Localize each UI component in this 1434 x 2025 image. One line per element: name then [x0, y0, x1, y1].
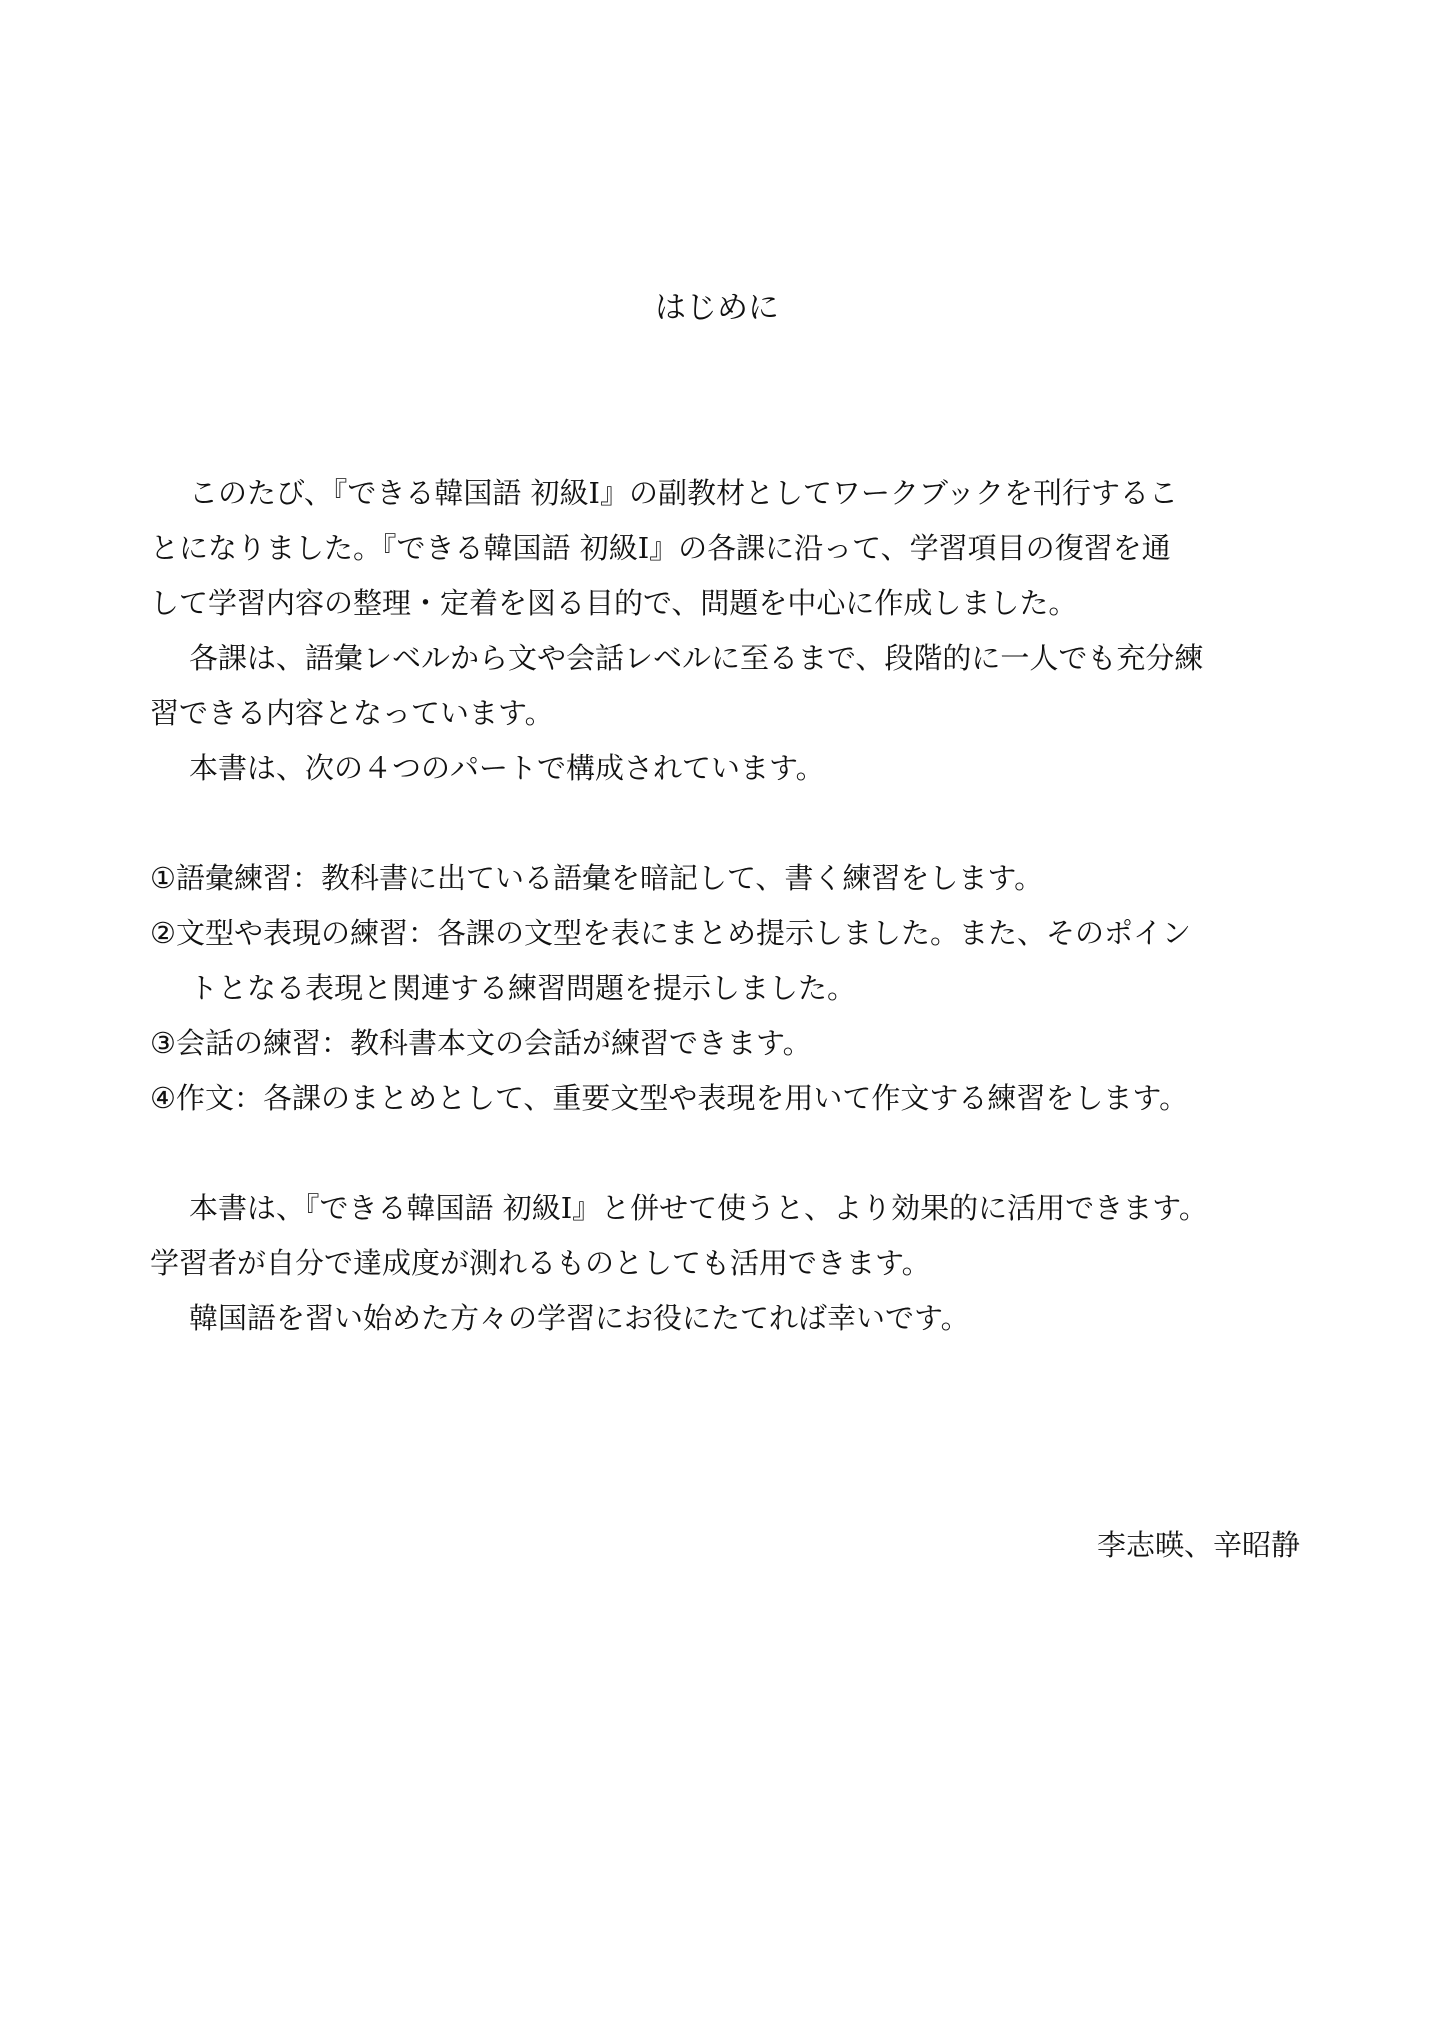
page-title: はじめに — [655, 290, 779, 326]
part-text: ：教科書本文の会話が練習できます。 — [321, 1026, 812, 1060]
spacer — [150, 1126, 1300, 1181]
closing-paragraph-2 — [150, 1291, 1300, 1346]
part-text: ：各課の文型を表にまとめ提示しました。また、そのポイン — [408, 916, 1192, 950]
document-body — [150, 466, 1300, 1346]
part-text: ：各課のまとめとして、重要文型や表現を用いて作文する練習をします。 — [234, 1081, 1189, 1115]
list-item — [150, 1016, 1300, 1071]
intro-paragraph-2 — [150, 631, 1300, 741]
text-line: 習できる内容となっています。 — [150, 696, 554, 730]
list-item — [150, 906, 1300, 961]
intro-paragraph-1 — [150, 466, 1300, 631]
spacer — [150, 796, 1300, 851]
author-signature: 李志暎、辛昭静 — [1096, 1528, 1300, 1562]
list-item — [150, 851, 1300, 906]
text-line: とになりました。『できる韓国語 初級Ⅰ』の各課に沿って、学習項目の復習を通 — [150, 531, 1171, 565]
text-line: 本書は、次の４つのパートで構成されています。 — [189, 751, 825, 785]
text-line: 学習者が自分で達成度が測れるものとしても活用できます。 — [150, 1246, 931, 1280]
text-line: このたび、『できる韓国語 初級Ⅰ』の副教材としてワークブックを刊行するこ — [189, 476, 1178, 510]
part-label: ①語彙練習 — [150, 861, 292, 895]
text-line: して学習内容の整理・定着を図る目的で、問題を中心に作成しました。 — [150, 586, 1078, 620]
closing-paragraph-1 — [150, 1181, 1300, 1291]
intro-paragraph-3 — [150, 741, 1300, 796]
text-line: 本書は、『できる韓国語 初級Ⅰ』と併せて使うと、より効果的に活用できます。 — [189, 1191, 1208, 1225]
list-item — [150, 1071, 1300, 1126]
part-label: ②文型や表現の練習 — [150, 916, 408, 950]
parts-list — [150, 851, 1300, 1126]
text-line: 韓国語を習い始めた方々の学習にお役にたてれば幸いです。 — [189, 1301, 970, 1335]
text-line: 各課は、語彙レベルから文や会話レベルに至るまで、段階的に一人でも充分練 — [189, 641, 1204, 675]
part-text: ：教科書に出ている語彙を暗記して、書く練習をします。 — [292, 861, 1044, 895]
list-item-continuation: トとなる表現と関連する練習問題を提示しました。 — [189, 971, 857, 1005]
part-label: ④作文 — [150, 1081, 234, 1115]
part-label: ③会話の練習 — [150, 1026, 321, 1060]
